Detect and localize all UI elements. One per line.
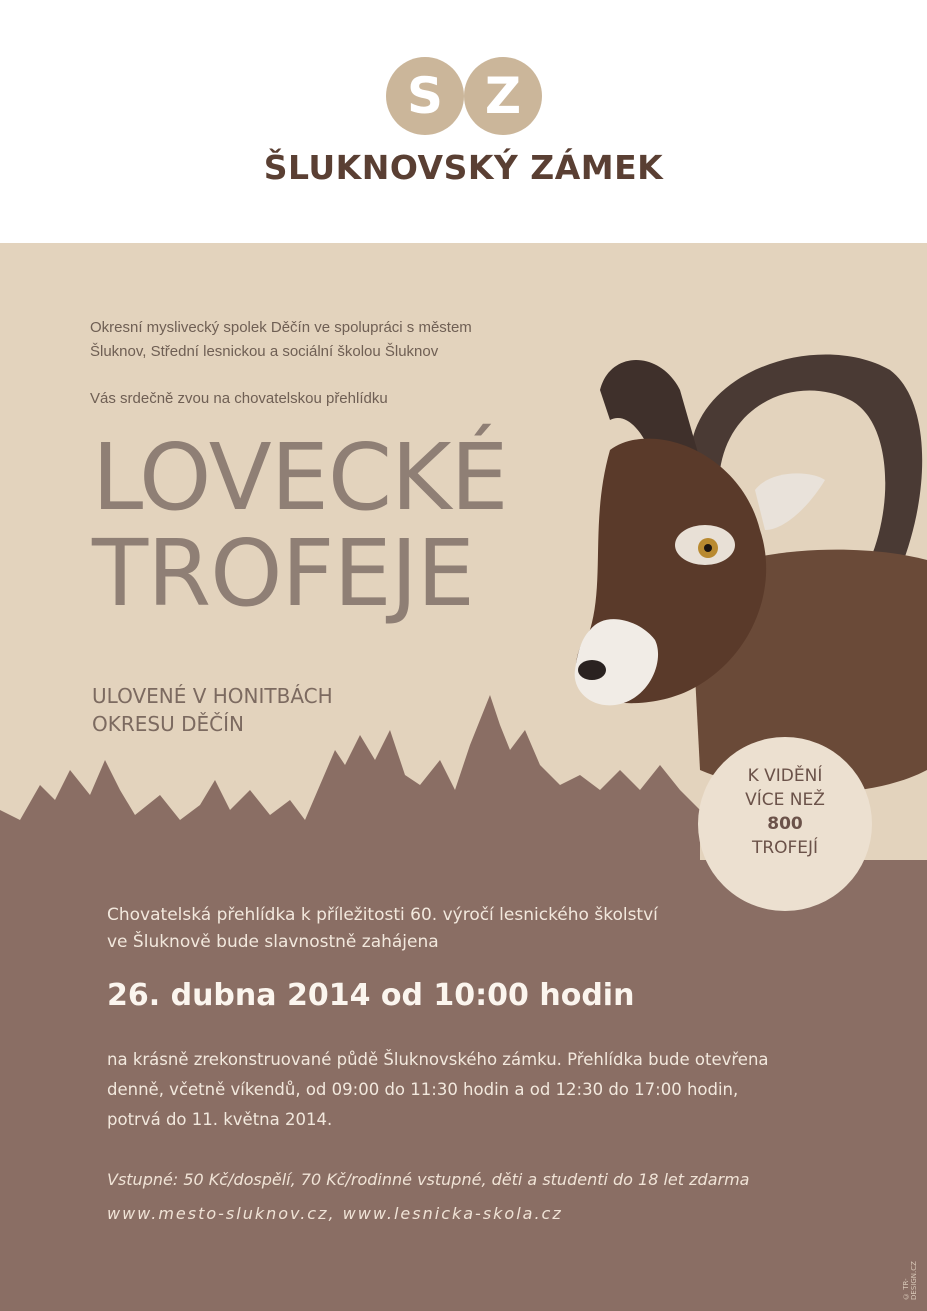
admission-fee: Vstupné: 50 Kč/dospělí, 70 Kč/rodinné vstupné, děti a studenti do 18 let zdarma — [107, 1170, 750, 1189]
badge-line: K VIDĚNÍ — [747, 766, 823, 786]
brand-name: ŠLUKNOVSKÝ ZÁMEK — [263, 148, 664, 187]
badge-line: TROFEJÍ — [751, 838, 819, 858]
paragraph-line: denně, včetně víkendů, od 09:00 do 11:30 hodin a od 12:30 do 17:00 hodin, — [107, 1080, 739, 1099]
paragraph-line: Chovatelská přehlídka k příležitosti 60. výročí lesnického školství — [107, 905, 658, 925]
design-credit: © TR-DESIGN.CZ — [902, 1261, 918, 1300]
intro-line: Okresní myslivecký spolek Děčín ve spolupráci s městem — [90, 319, 472, 336]
logo-circle-z: Z — [464, 57, 542, 135]
logo — [386, 57, 544, 137]
logo-circle-s: S — [386, 57, 464, 135]
opening-paragraph — [107, 902, 807, 956]
paragraph-line: na krásně zrekonstruované půdě Šluknovského zámku. Přehlídka bude otevřena — [107, 1050, 769, 1069]
intro-line: Šluknov, Střední lesnickou a sociální školou Šluknov — [90, 343, 439, 360]
event-title — [92, 424, 508, 627]
trophy-count-badge — [698, 737, 872, 911]
details-paragraph — [107, 1045, 837, 1135]
badge-number: 800 — [767, 814, 803, 834]
badge-line: VÍCE NEŽ — [745, 790, 825, 810]
title-line: TROFEJE — [92, 520, 474, 627]
paragraph-line: potrvá do 11. května 2014. — [107, 1110, 333, 1129]
subtitle-line: OKRESU DĚČÍN — [92, 712, 244, 736]
intro-text — [90, 316, 590, 364]
subtitle-line: ULOVENÉ V HONITBÁCH — [92, 684, 333, 708]
event-date: 26. dubna 2014 od 10:00 hodin — [107, 978, 635, 1013]
title-line: LOVECKÉ — [92, 424, 508, 531]
header — [0, 0, 927, 243]
invitation-text: Vás srdečně zvou na chovatelskou přehlídku — [90, 390, 388, 407]
website-links: www.mesto-sluknov.cz, www.lesnicka-skola.cz — [107, 1204, 563, 1223]
paragraph-line: ve Šluknově bude slavnostně zahájena — [107, 932, 439, 952]
